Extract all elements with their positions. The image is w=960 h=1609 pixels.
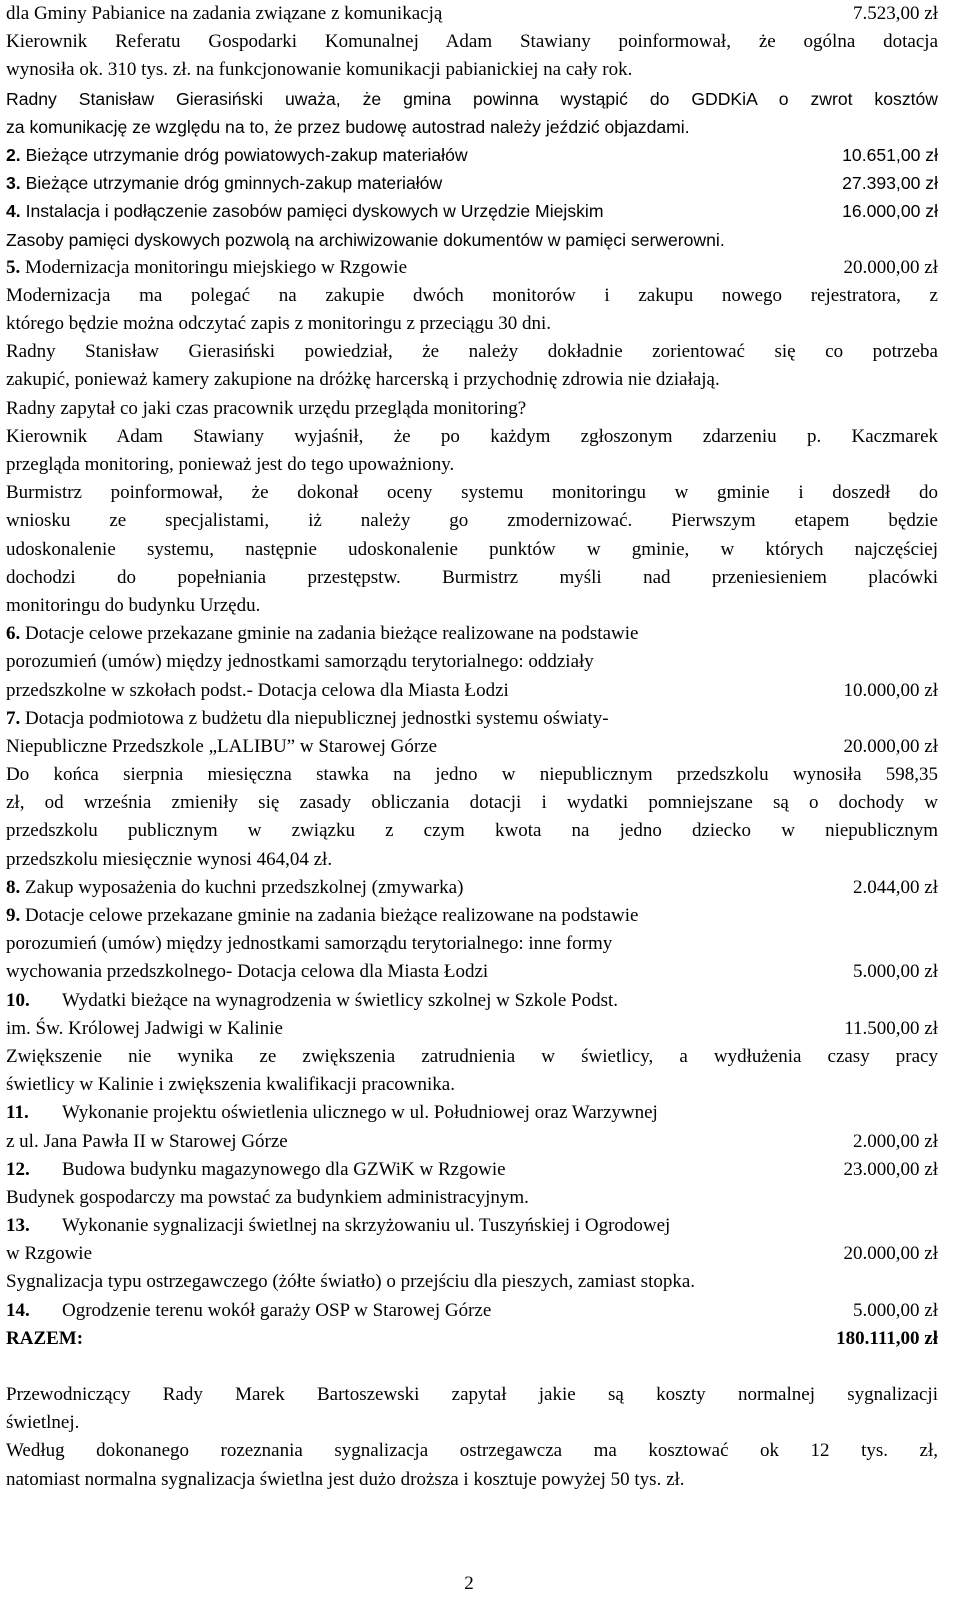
total-amount: 180.111,00 zł [836,1327,938,1349]
text-line [6,1184,938,1212]
budget-item-line [6,169,938,197]
line-text: Radny Stanisław Gierasiński powiedział, że należy dokładnie zorientować się co potrzeba [6,341,938,363]
amount: 2.000,00 zł [853,1130,938,1152]
budget-item-line [6,733,938,761]
text-line [6,930,938,958]
line-text: w Rzgowie [6,1243,93,1265]
line-text: Wydatki bieżące na wynagrodzenia w świetlicy szkolnej w Szkole Podst. [62,989,619,1011]
text-line [6,1409,938,1437]
line-text: Kierownik Referatu Gospodarki Komunalnej Adam Stawiany poinformował, że ogólna dotacja [6,31,938,53]
budget-item-line [6,1128,938,1156]
line-text: porozumień (umów) między jednostkami samorządu terytorialnego: oddziały [6,651,594,673]
amount: 7.523,00 zł [853,3,938,24]
line-text: natomiast normalna sygnalizacja świetlna jest dużo droższa i kosztuje powyżej 50 tys. zł. [6,1468,685,1490]
text-line [6,479,938,507]
item-number: 12. [6,1158,30,1180]
total-row [6,1325,938,1353]
line-text: Burmistrz poinformował, że dokonał oceny systemu monitoringu w gminie i doszedł do [6,482,938,504]
amount: 10.000,00 zł [843,679,938,701]
line-text: Bieżące utrzymanie dróg powiatowych-zakup materiałów [25,144,468,165]
text-line [6,987,938,1015]
budget-item-line [6,197,938,225]
text-line [6,366,938,394]
text-line [6,789,938,817]
line-text: im. Św. Królowej Jadwigi w Kalinie [6,1017,283,1039]
amount: 20.000,00 zł [843,735,938,757]
line-text: za komunikację ze względu na to, że przez budowę autostrad należy jeździć objazdami. [6,116,690,137]
text-line [6,310,938,338]
text-line [6,1099,938,1127]
budget-item-line [6,958,938,986]
budget-item-line [6,254,938,282]
text-line [6,1437,938,1465]
item-number: 10. [6,989,30,1011]
line-text: Kierownik Adam Stawiany wyjaśnił, że po każdym zgłoszonym zdarzeniu p. Kaczmarek [6,425,938,447]
line-text: przedszkolne w szkołach podst.- Dotacja celowa dla Miasta Łodzi [6,679,509,701]
text-line [6,1381,938,1409]
text-line [6,1466,938,1494]
total-label: RAZEM: [6,1327,84,1349]
document-page [6,0,938,1494]
line-text: wniosku ze specjalistami, iż należy go zmodernizować. Pierwszym etapem będzie [6,510,938,532]
budget-item-line [6,874,938,902]
text-line [6,592,938,620]
text-line [6,1268,938,1296]
line-text: Budowa budynku magazynowego dla GZWiK w Rzgowie [62,1158,506,1180]
line-text: Modernizacja monitoringu miejskiego w Rzgowie [25,256,408,278]
budget-item-line [6,677,938,705]
text-line [6,423,938,451]
budget-item-line [6,1240,938,1268]
item-number: 3. [6,173,21,194]
text-line [6,1071,938,1099]
line-text: Radny zapytał co jaki czas pracownik urzędu przegląda monitoring? [6,397,527,419]
closing-paragraphs [6,1381,938,1494]
item-number: 14. [6,1299,30,1321]
text-line [6,226,938,254]
text-line [6,564,938,592]
amount: 16.000,00 zł [842,201,938,222]
line-text: Do końca sierpnia miesięczna stawka na jedno w niepublicznym przedszkolu wynosiła 598,35 [6,764,938,786]
item-number: 11. [6,1102,29,1124]
line-text: Ogrodzenie terenu wokół garaży OSP w Starowej Górze [62,1299,492,1321]
amount: 23.000,00 zł [843,1158,938,1180]
item-number: 9. [6,905,21,926]
amount: 10.651,00 zł [842,144,938,165]
line-text: Wykonanie sygnalizacji świetlnej na skrzyżowaniu ul. Tuszyńskiej i Ogrodowej [62,1215,671,1237]
text-line [6,28,938,56]
item-number: 6. [6,623,21,645]
budget-item-line [6,1297,938,1325]
text-line [6,56,938,84]
budget-item-line [6,0,938,28]
text-line [6,761,938,789]
text-line [6,1043,938,1071]
amount: 2.044,00 zł [853,876,938,898]
line-text: zł, od września zmieniły się zasady obliczania dotacji i wydatki pomniejszane są o dochody w [6,792,938,814]
line-text: Modernizacja ma polegać na zakupie dwóch monitorów i zakupu nowego rejestratora, z [6,284,938,306]
line-text: Bieżące utrzymanie dróg gminnych-zakup materiałów [25,173,443,194]
amount: 20.000,00 zł [843,256,938,278]
line-text: świetlnej. [6,1412,80,1434]
item-number: 8. [6,876,21,898]
text-line [6,282,938,310]
line-text: przedszkolu publicznym w związku z czym kwota na jedno dziecko w niepublicznym [6,820,938,842]
text-line [6,338,938,366]
line-text: Niepubliczne Przedszkole „LALIBU” w Starowej Górze [6,735,438,757]
text-line [6,395,938,423]
line-text: Dotacje celowe przekazane gminie na zadania bieżące realizowane na podstawie [25,623,639,645]
line-text: wynosiła ok. 310 tys. zł. na funkcjonowanie komunikacji pabianickiej na cały rok. [6,59,633,81]
line-text: dla Gminy Pabianice na zadania związane z komunikacją [6,3,443,24]
text-line [6,1212,938,1240]
budget-item-line [6,1015,938,1043]
page-number: 2 [464,1573,474,1594]
amount: 5.000,00 zł [853,1299,938,1321]
line-text: Dotacje celowe przekazane gminie na zadania bieżące realizowane na podstawie [25,905,639,926]
budget-item-line [6,1156,938,1184]
line-text: Instalacja i podłączenie zasobów pamięci dyskowych w Urzędzie Miejskim [25,201,604,222]
line-text: Radny Stanisław Gierasiński uważa, że gmina powinna wystąpić do GDDKiA o zwrot kosztów [6,88,938,109]
amount: 27.393,00 zł [842,173,938,194]
text-line [6,705,938,733]
item-number: 2. [6,144,21,165]
line-text: porozumień (umów) między jednostkami samorządu terytorialnego: inne formy [6,933,613,955]
item-number: 13. [6,1215,30,1237]
line-text: świetlicy w Kalinie i zwiększenia kwalifikacji pracownika. [6,1074,455,1096]
line-text: Wykonanie projektu oświetlenia ulicznego w ul. Południowej oraz Warzywnej [62,1102,658,1124]
amount: 5.000,00 zł [853,961,938,983]
line-text: wychowania przedszkolnego- Dotacja celowa dla Miasta Łodzi [6,961,489,983]
line-text: dochodzi do popełniania przestępstw. Burmistrz myśli nad przeniesieniem placówki [6,566,938,588]
document-body [6,0,938,1325]
line-text: którego będzie można odczytać zapis z monitoringu z przeciągu 30 dni. [6,313,551,335]
line-text: udoskonalenie systemu, następnie udoskonalenie punktów w gminie, w których najczęściej [6,538,938,560]
line-text: z ul. Jana Pawła II w Starowej Górze [6,1130,288,1152]
line-text: przegląda monitoring, ponieważ jest do tego upoważniony. [6,454,455,475]
text-line [6,507,938,535]
item-number: 5. [6,256,21,278]
amount: 11.500,00 zł [844,1017,938,1039]
text-line [6,113,938,141]
line-text: monitoringu do budynku Urzędu. [6,594,261,616]
item-number: 7. [6,707,21,729]
line-text: Budynek gospodarczy ma powstać za budynkiem administracyjnym. [6,1186,529,1208]
text-line [6,902,938,930]
amount: 20.000,00 zł [843,1243,938,1265]
text-line [6,536,938,564]
line-text: Zakup wyposażenia do kuchni przedszkolnej (zmywarka) [25,876,464,898]
line-text: zakupić, ponieważ kamery zakupione na dróżkę harcerską i przychodnię zdrowia nie działają. [6,369,720,391]
text-line [6,846,938,874]
item-number: 4. [6,201,21,222]
line-text: Dotacja podmiotowa z budżetu dla niepublicznej jednostki systemu oświaty- [25,707,609,729]
text-line [6,817,938,845]
line-text: Zasoby pamięci dyskowych pozwolą na archiwizowanie dokumentów w pamięci serwerowni. [6,229,725,250]
line-text: Według dokonanego rozeznania sygnalizacja ostrzegawcza ma kosztować ok 12 tys. zł, [6,1440,938,1462]
paragraph-gap [6,1353,938,1381]
text-line [6,85,938,113]
text-line [6,648,938,676]
text-line [6,620,938,648]
line-text: przedszkolu miesięcznie wynosi 464,04 zł. [6,848,333,870]
budget-item-line [6,141,938,169]
line-text: Przewodniczący Rady Marek Bartoszewski zapytał jakie są koszty normalnej sygnalizacji [6,1384,938,1405]
line-text: Zwiększenie nie wynika ze zwiększenia zatrudnienia w świetlicy, a wydłużenia czasy pracy [6,1045,938,1067]
text-line [6,451,938,479]
line-text: Sygnalizacja typu ostrzegawczego (żółte światło) o przejściu dla pieszych, zamiast stopka. [6,1271,696,1293]
